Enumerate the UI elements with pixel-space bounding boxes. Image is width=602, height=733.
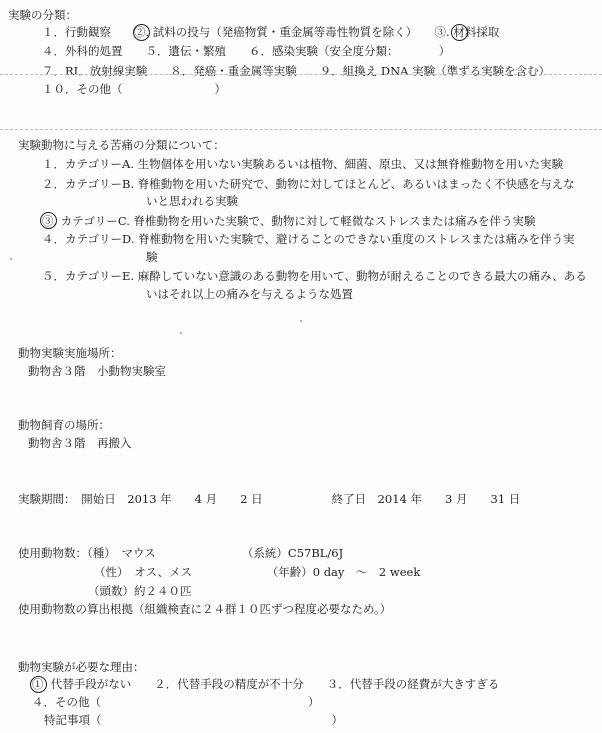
selected-mark-2 [133,24,150,41]
housing-value: 動物舎３階 再搬入 [28,436,132,450]
location-label: 動物実験実施場所： [18,346,122,360]
animal-count-basis: 使用動物数の算出根拠（組織検査に２４群１０匹ずつ程度必要なため。） [18,602,392,616]
reason-title: 動物実験が必要な理由： [18,660,145,674]
animal-count-row: （頭数）約２４０匹 [88,584,192,598]
selected-mark-3 [451,24,468,41]
pain-category-title: 実験動物に与える苦痛の分類について： [18,138,225,152]
classification-title: 実験の分類： [8,8,77,22]
experiment-period: 実験期間： 開始日 2013 年 4 月 2 日 終了日 2014 年 3 月 31 日 [18,492,521,506]
scan-speck [300,320,302,322]
animal-species-row: 使用動物数：（種） マウス （系統）C57BL/6J [18,546,344,560]
pain-category-d-cont: 験 [146,250,158,264]
reason-row-1: ① 代替手段がない ２．代替手段の精度が不十分 ３．代替手段の経費が大きすぎる [32,677,500,691]
classification-row-1: １．行動観察 ②. 試料の投与（発癌物質・重金属等毒性物質を除く） ③. 材料採取 [42,25,500,39]
scan-speck [180,332,182,334]
selected-mark-reason-1 [30,676,47,693]
selected-mark-c [40,212,57,229]
pain-category-b: ２．カテゴリーB. 脊椎動物を用いた研究で、動物に対してほとんど、あるいはまったく不快感を与えな [42,177,575,191]
pain-category-a: １．カテゴリーA. 生物個体を用いない実験あるいは植物、細菌、原虫、又は無脊椎動物を用いた実験 [42,157,564,171]
pain-category-b-cont: いと思われる実験 [146,194,238,208]
divider [0,74,602,75]
classification-row-2: ４．外科的処置 ５．遺伝・繁殖 ６．感染実験（安全度分類： ） [42,44,451,58]
classification-row-4: １０．その他（ ） [42,82,226,96]
pain-category-e-cont: いはそれ以上の痛みを与えるような処置 [146,287,353,301]
pain-category-d: ４．カテゴリーD. 脊椎動物を用いた実験で、避けることのできない重度のストレスまたは痛みを伴う実 [42,232,575,246]
animal-sex-row: （性） オス、メス （年齢）0 day ～ 2 week [94,565,421,579]
scan-speck [10,258,12,260]
pain-category-e: ５．カテゴリーE. 麻酔していない意識のある動物を用いて、動物が耐えることのできる最大の痛み、ある [42,269,587,283]
reason-row-3: 特記事項（ ） [44,713,343,727]
housing-label: 動物飼育の場所： [18,418,110,432]
reason-row-2: ４．その他（ ） [32,695,320,709]
pain-category-c: ③. カテゴリーC. 脊椎動物を用いた実験で、動物に対して軽微なストレスまたは痛みを伴う実験 [42,214,536,228]
classification-row-3: ７．RI．放射線実験 ８．発癌・重金属等実験 ９．組換え DNA 実験（準ずる実験を含む） [42,64,551,78]
location-value: 動物舎３階 小動物実験室 [28,364,166,378]
divider [0,129,602,130]
